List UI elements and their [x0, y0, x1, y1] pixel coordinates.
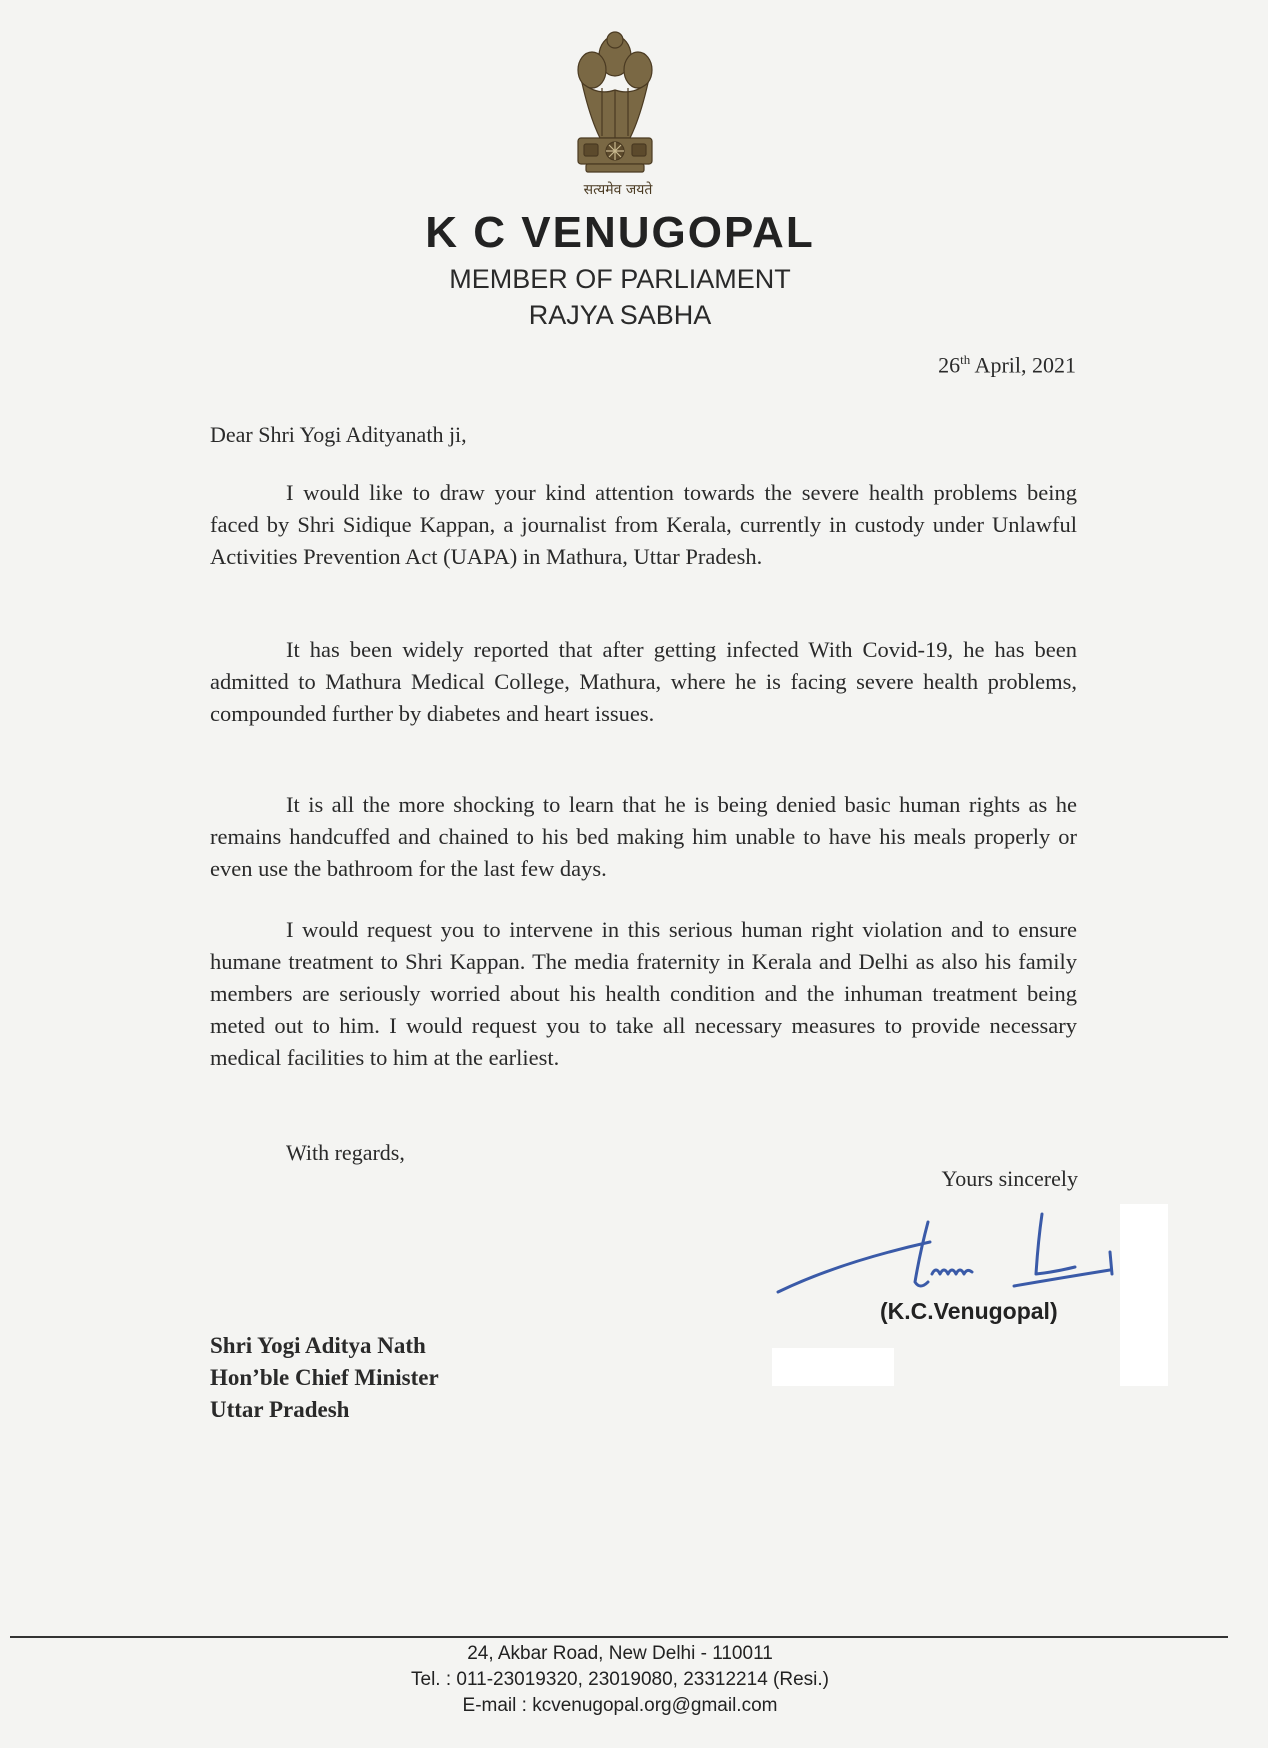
paragraph-2: It has been widely reported that after getting infected With Covid-19, he has been admitted to Mathura Medical College, Mathura, where he is facing severe health problems, compounded further by diabetes and heart issues.: [210, 637, 1077, 726]
salutation: Dear Shri Yogi Adityanath ji,: [210, 422, 467, 447]
footer-divider: [10, 1636, 1228, 1638]
date-suffix: th: [960, 352, 971, 367]
closing: Yours sincerely: [941, 1166, 1078, 1191]
footer-email: E-mail : kcvenugopal.org@gmail.com: [462, 1695, 778, 1716]
paragraph-1: I would like to draw your kind attention towards the severe health problems being faced by Shri Sidique Kappan, a journalist from Kerala, currently in custody under Unlawful Activities Prevention Act (UAPA) in Mathura, Uttar Pradesh.: [210, 480, 1077, 569]
national-emblem-icon: [560, 28, 670, 198]
recipient-title: Hon’ble Chief Minister: [210, 1365, 439, 1390]
redaction-patch: [1120, 1204, 1168, 1386]
designation-line-1: MEMBER OF PARLIAMENT: [449, 264, 791, 294]
footer-phone: Tel. : 011-23019320, 23019080, 23312214 (Resi.): [411, 1669, 829, 1690]
signature-icon: [770, 1212, 1130, 1302]
recipient-name: Shri Yogi Aditya Nath: [210, 1333, 426, 1358]
emblem-motto: सत्यमेव जयते: [583, 182, 653, 198]
letterhead-name: K C VENUGOPAL: [425, 208, 815, 257]
signatory-name: (K.C.Venugopal): [880, 1298, 1058, 1324]
recipient-block: [210, 1330, 439, 1426]
date-day: 26: [938, 352, 961, 378]
paragraph-4: I would request you to intervene in this serious human right violation and to ensure humane treatment to Shri Kappan. The media fraternity in Kerala and Delhi as also his family members are seriously worried about his health condition and the inhuman treatment being meted out to him. I would request you to take all necessary measures to provide necessary medical facilities to him at the earliest.: [210, 917, 1077, 1070]
footer-address: 24, Akbar Road, New Delhi - 110011: [467, 1643, 773, 1664]
recipient-state: Uttar Pradesh: [210, 1397, 350, 1422]
date-rest: April, 2021: [970, 352, 1076, 378]
paragraph-3: It is all the more shocking to learn that he is being denied basic human rights as he remains handcuffed and chained to his bed making him unable to have his meals properly or even use the bathroom for the last few days.: [210, 792, 1077, 881]
redaction-patch: [772, 1348, 894, 1386]
letter-date: [938, 352, 1076, 378]
designation-line-2: RAJYA SABHA: [528, 300, 712, 330]
regards: With regards,: [286, 1140, 405, 1165]
